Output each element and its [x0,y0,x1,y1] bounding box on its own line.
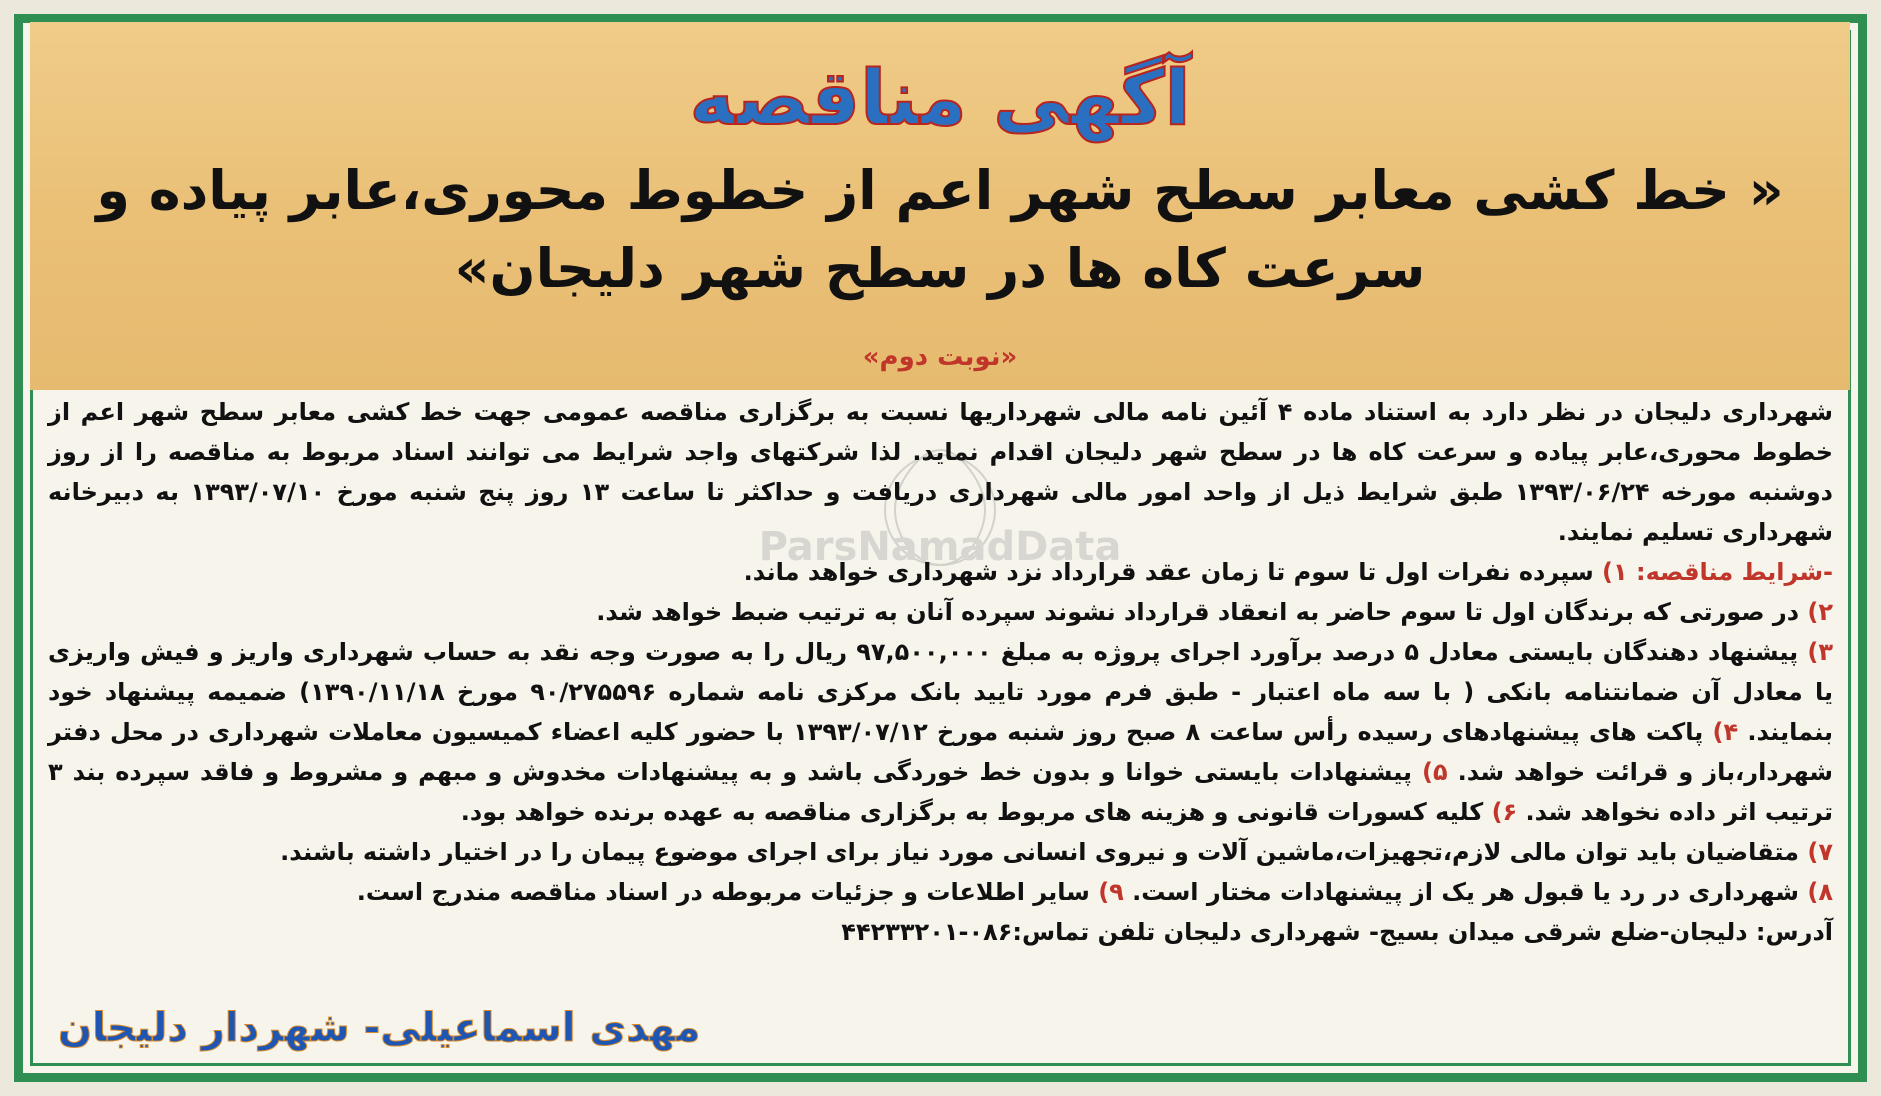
condition-text: کلیه کسورات قانونی و هزینه های مربوط به برگزاری مناقصه به عهده برنده خواهد بود. [460,798,1484,826]
notice-title: آگهی مناقصه [689,53,1191,142]
condition-text: پیشنهاد دهندگان بایستی معادل ۵ درصد برآورد اجرای پروژه به مبلغ ۹۷,۵۰۰,۰۰۰ ریال را به صورت وجه نقد به حساب شهرداری واریز و فیش واریزی یا معادل آن ضمانتنامه بانکی ( با سه ماه اعتبار - طبق فرم مورد تایید بانک مرکزی نامه شماره ۹۰/۲۷۵۵۹۶ مورخ ۱۳۹۰/۱۱/۱۸) ضمیمه پیشنهاد خود بنمایند. [48,638,1834,746]
notice-header [30,22,1850,390]
condition-item [48,632,1833,832]
notice-subject: « خط کشی معابر سطح شهر اعم از خطوط محوری،عابر پیاده و سرعت کاه ها در سطح شهر دلیجان» [96,159,1784,300]
mayor-signature: مهدی اسماعیلی- شهردار دلیجان [58,1005,701,1051]
address-line: آدرس: دلیجان-ضلع شرقی میدان بسیج- شهرداری دلیجان تلفن تماس:۰۸۶-۴۴۲۳۳۲۰۱ [841,918,1833,946]
condition-text: شهرداری در رد یا قبول هر یک از پیشنهادات مختار است. [1132,878,1800,906]
condition-text: در صورتی که برندگان اول تا سوم حاضر به انعقاد قرارداد نشوند سپرده آنان به ترتیب ضبط خواهد شد. [596,598,1800,626]
condition-item [48,832,1833,872]
publication-round: «نوبت دوم» [862,342,1018,372]
condition-number: ۲) [1807,598,1833,626]
notice-body [48,392,1833,952]
condition-text: سایر اطلاعات و جزئیات مربوطه در اسناد مناقصه مندرج است. [356,878,1090,906]
condition-text: پیشنهادات بایستی خوانا و بدون خط خوردگی باشد و به پیشنهادات مخدوش و مبهم و مشروط و فاقد سپرده بند ۳ ترتیب اثر داده نخواهد شد. [48,758,1833,826]
condition-item [48,592,1833,632]
condition-number: ۹) [1098,878,1124,906]
condition-text: پاکت های پیشنهادهای رسیده رأس ساعت ۸ صبح روز شنبه مورخ ۱۳۹۳/۰۷/۱۲ با حضور کلیه اعضاء کمیسیون معاملات شهرداری در محل دفتر شهردار،باز و قرائت خواهد شد. [48,718,1833,786]
condition-text: متقاضیان باید توان مالی لازم،تجهیزات،ماشین آلات و نیروی انسانی مورد نیاز برای اجرای موضوع پیمان را در اختیار داشته باشند. [280,838,1800,866]
conditions-block [48,552,1833,592]
condition-text: سپرده نفرات اول تا سوم تا زمان عقد قرارداد نزد شهرداری خواهد ماند. [743,558,1594,586]
condition-number: ۸) [1807,878,1833,906]
condition-number: ۱) [1602,558,1628,586]
conditions-label: -شرایط مناقصه: [1636,558,1833,586]
condition-item [48,872,1833,912]
condition-number: ۵) [1421,758,1448,786]
condition-number: ۳) [1807,638,1833,666]
watermark-text: ParsNamadData [758,524,1122,570]
condition-number: ۴) [1712,718,1739,746]
condition-number: ۶) [1491,798,1518,826]
condition-number: ۷) [1807,838,1833,866]
intro-paragraph: شهرداری دلیجان در نظر دارد به استناد ماده ۴ آئین نامه مالی شهرداریها نسبت به برگزاری مناقصه عمومی جهت خط کشی معابر سطح شهر اعم از خطوط محوری،عابر پیاده و سرعت کاه ها در سطح شهر دلیجان اقدام نماید. لذا شرکتهای واجد شرایط می توانند اسناد مربوط به مناقصه را از روز دوشنبه مورخه ۱۳۹۳/۰۶/۲۴ طبق شرایط ذیل از واحد امور مالی شهرداری دریافت و حداکثر تا ساعت ۱۳ روز پنج شنبه مورخ ۱۳۹۳/۰۷/۱۰ به دبیرخانه شهرداری تسلیم نمایند. [48,398,1833,546]
